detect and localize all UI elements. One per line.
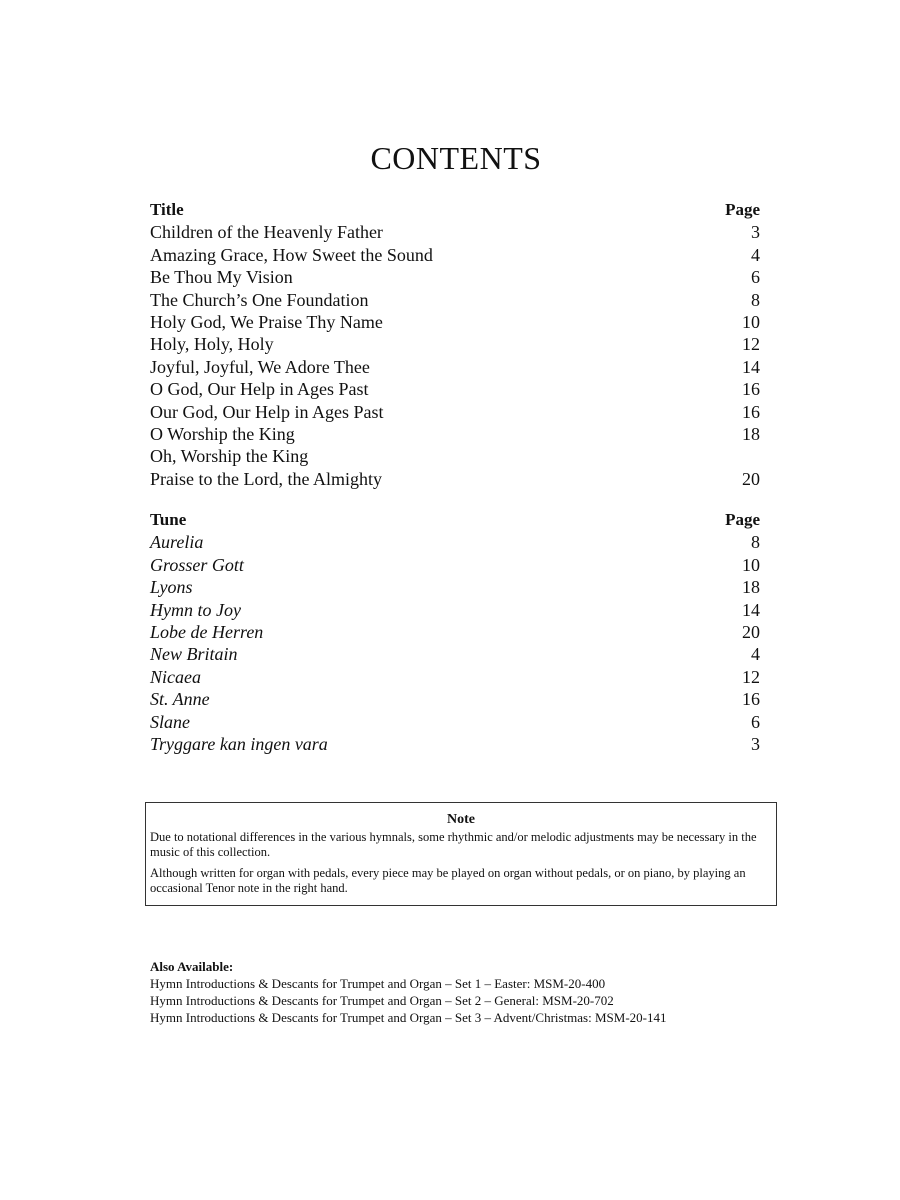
titles-header-label: Title — [150, 200, 184, 219]
tune-name: Lyons — [150, 577, 193, 598]
tune-name: Slane — [150, 711, 190, 732]
tune-row — [150, 621, 760, 643]
tune-page-number: 3 — [751, 733, 760, 754]
tunes-header — [150, 509, 760, 531]
titles-header-page: Page — [725, 200, 760, 219]
tune-name: St. Anne — [150, 689, 210, 710]
tune-page-number: 18 — [742, 577, 760, 598]
title-name: O Worship the King — [150, 423, 295, 444]
tune-row — [150, 711, 760, 733]
tune-name: Nicaea — [150, 666, 201, 687]
title-page-number: 14 — [742, 356, 760, 377]
tune-page-number: 12 — [742, 666, 760, 687]
title-row — [150, 266, 760, 288]
title-page-number: 18 — [742, 423, 760, 444]
title-name: Oh, Worship the King — [150, 446, 309, 467]
tune-row — [150, 599, 760, 621]
title-name: Children of the Heavenly Father — [150, 222, 383, 243]
title-name: Be Thou My Vision — [150, 267, 293, 288]
also-available-heading: Also Available: — [150, 959, 234, 974]
title-name: Our God, Our Help in Ages Past — [150, 401, 384, 422]
tune-name: Hymn to Joy — [150, 599, 241, 620]
title-name: Holy, Holy, Holy — [150, 334, 274, 355]
tune-name: Aurelia — [150, 532, 204, 553]
title-row — [150, 445, 760, 467]
title-page-number: 6 — [751, 267, 760, 288]
title-row — [150, 244, 760, 266]
title-row — [150, 356, 760, 378]
title-name: Holy God, We Praise Thy Name — [150, 311, 383, 332]
tunes-table — [150, 509, 760, 755]
also-available-item: Hymn Introductions & Descants for Trumpet and Organ – Set 3 – Advent/Christmas: MSM-20-141 — [150, 1010, 667, 1025]
tune-name: New Britain — [150, 644, 238, 665]
tune-row — [150, 733, 760, 755]
title-row — [150, 468, 760, 490]
tune-page-number: 10 — [742, 554, 760, 575]
title-page-number: 12 — [742, 334, 760, 355]
tune-page-number: 20 — [742, 621, 760, 642]
titles-table — [150, 199, 760, 490]
tunes-header-page: Page — [725, 510, 760, 529]
also-available — [150, 958, 790, 1026]
title-name: Amazing Grace, How Sweet the Sound — [150, 244, 433, 265]
title-page-number: 4 — [751, 244, 760, 265]
tune-row — [150, 576, 760, 598]
note-paragraph: Although written for organ with pedals, every piece may be played on organ without pedals, or on piano, by playing an occasional Tenor note in the right hand. — [150, 865, 746, 895]
titles-rows — [150, 221, 760, 490]
also-available-item: Hymn Introductions & Descants for Trumpet and Organ – Set 1 – Easter: MSM-20-400 — [150, 976, 606, 991]
title-page-number: 20 — [742, 468, 760, 489]
tune-row — [150, 688, 760, 710]
tunes-rows — [150, 531, 760, 755]
note-paragraph: Due to notational differences in the various hymnals, some rhythmic and/or melodic adjustments may be necessary in the music of this collection. — [150, 829, 757, 859]
title-row — [150, 289, 760, 311]
tune-name: Grosser Gott — [150, 554, 244, 575]
tune-name: Tryggare kan ingen vara — [150, 733, 328, 754]
title-page-number: 16 — [742, 401, 760, 422]
tune-page-number: 4 — [751, 644, 760, 665]
title-page-number: 16 — [742, 379, 760, 400]
titles-header — [150, 199, 760, 221]
tune-row — [150, 666, 760, 688]
note-title: Note — [447, 812, 475, 827]
tunes-header-label: Tune — [150, 510, 187, 529]
title-row — [150, 221, 760, 243]
title-name: The Church’s One Foundation — [150, 289, 369, 310]
tune-row — [150, 643, 760, 665]
tune-page-number: 14 — [742, 599, 760, 620]
tune-page-number: 8 — [751, 532, 760, 553]
tune-page-number: 16 — [742, 689, 760, 710]
title-row — [150, 311, 760, 333]
title-row — [150, 401, 760, 423]
title-page-number: 3 — [751, 222, 760, 243]
title-page-number: 10 — [742, 311, 760, 332]
title-page-number: 8 — [751, 289, 760, 310]
title-row — [150, 423, 760, 445]
title-row — [150, 378, 760, 400]
tune-name: Lobe de Herren — [150, 621, 264, 642]
title-name: O God, Our Help in Ages Past — [150, 379, 369, 400]
title-name: Joyful, Joyful, We Adore Thee — [150, 356, 370, 377]
page-title: CONTENTS — [370, 140, 542, 176]
note-box — [145, 802, 777, 906]
tune-page-number: 6 — [751, 711, 760, 732]
title-name: Praise to the Lord, the Almighty — [150, 468, 382, 489]
also-available-item: Hymn Introductions & Descants for Trumpet and Organ – Set 2 – General: MSM-20-702 — [150, 993, 614, 1008]
title-row — [150, 333, 760, 355]
tune-row — [150, 554, 760, 576]
tune-row — [150, 531, 760, 553]
